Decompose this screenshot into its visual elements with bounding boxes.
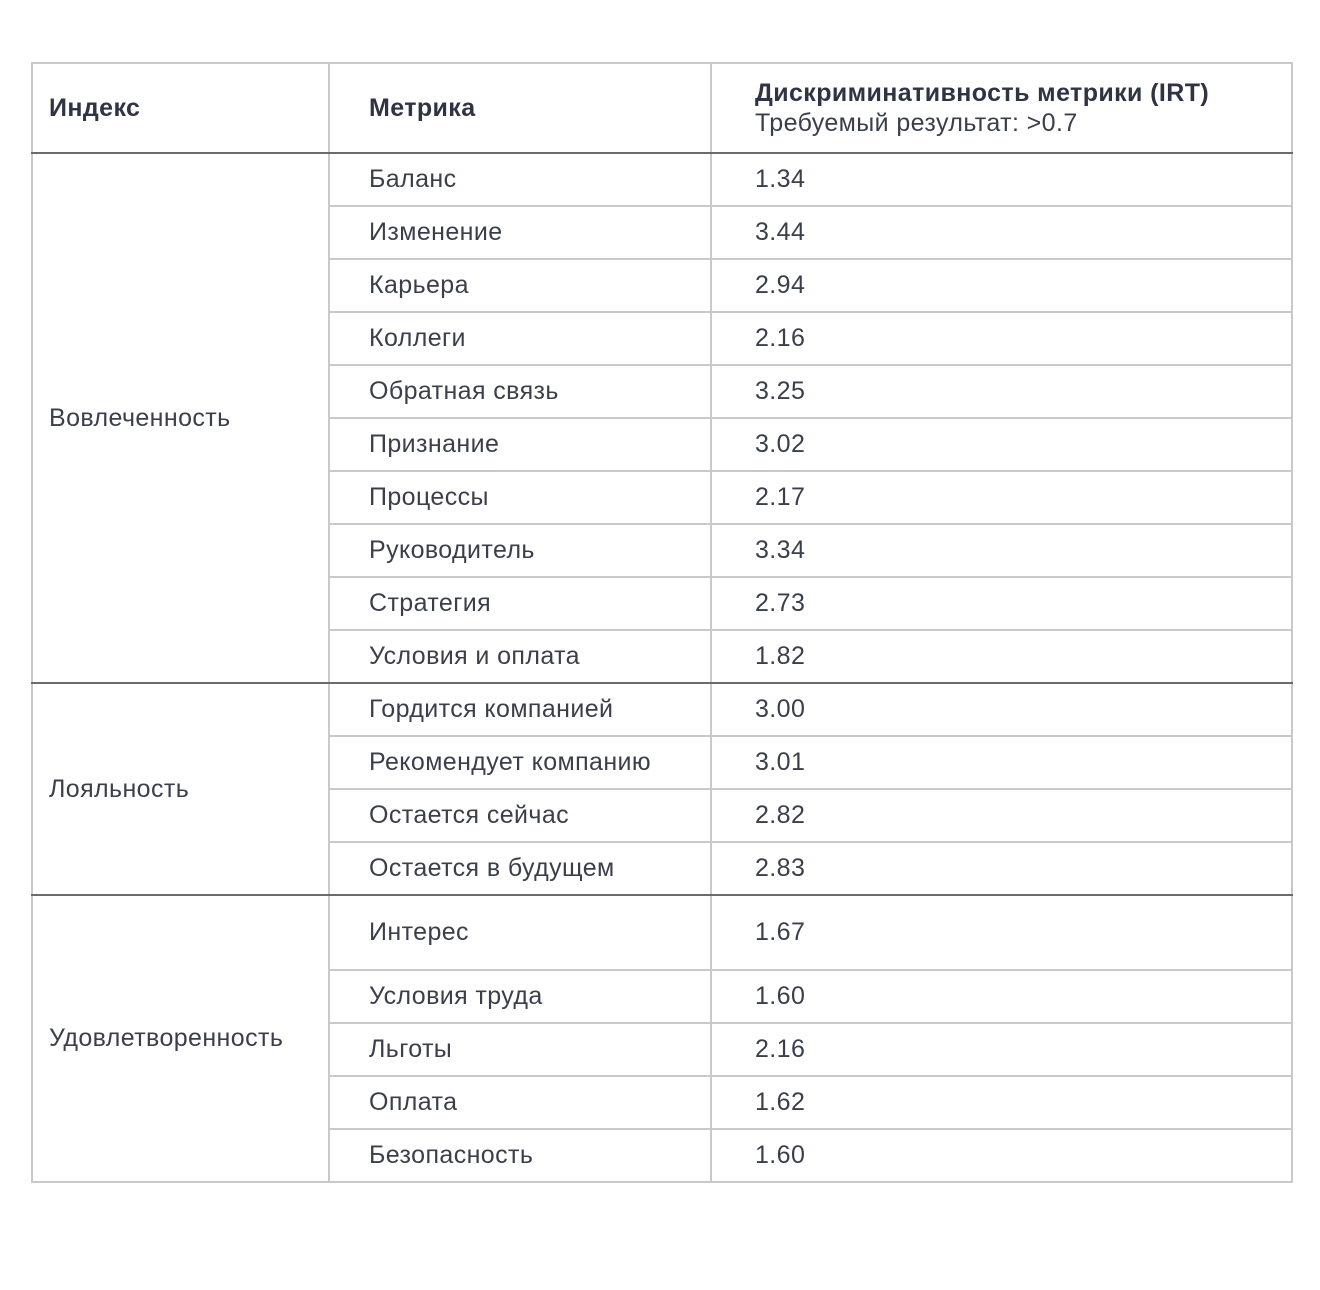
value-cell: 3.34 [711,524,1292,577]
header-value-subtitle: Требуемый результат: >0.7 [755,109,1078,137]
value-cell: 1.60 [711,970,1292,1023]
metric-cell: Гордится компанией [329,683,711,736]
group-loyalty [32,683,1292,895]
value-cell: 2.73 [711,577,1292,630]
header-value [711,63,1292,153]
metric-cell: Льготы [329,1023,711,1076]
metric-cell: Баланс [329,153,711,206]
metric-cell: Стратегия [329,577,711,630]
metric-cell: Интерес [329,895,711,970]
metric-cell: Условия и оплата [329,630,711,683]
value-cell: 3.00 [711,683,1292,736]
value-cell: 1.34 [711,153,1292,206]
value-cell: 3.02 [711,418,1292,471]
value-cell: 2.83 [711,842,1292,895]
group-satisfaction [32,895,1292,1182]
metric-cell: Обратная связь [329,365,711,418]
metric-cell: Коллеги [329,312,711,365]
header-index: Индекс [32,63,329,153]
value-cell: 1.82 [711,630,1292,683]
index-cell: Лояльность [32,683,329,895]
value-cell: 1.60 [711,1129,1292,1182]
value-cell: 3.25 [711,365,1292,418]
value-cell: 3.44 [711,206,1292,259]
value-cell: 2.16 [711,1023,1292,1076]
index-cell: Удовлетворенность [32,895,329,1182]
metric-cell: Изменение [329,206,711,259]
value-cell: 2.94 [711,259,1292,312]
metrics-table [31,62,1293,1183]
header-value-title: Дискриминативность метрики (IRT) [755,79,1210,107]
table-header [32,63,1292,153]
value-cell: 2.82 [711,789,1292,842]
value-cell: 3.01 [711,736,1292,789]
metric-cell: Остается сейчас [329,789,711,842]
value-cell: 2.16 [711,312,1292,365]
metric-cell: Признание [329,418,711,471]
metric-cell: Руководитель [329,524,711,577]
metric-cell: Безопасность [329,1129,711,1182]
metric-cell: Условия труда [329,970,711,1023]
table-row [32,153,1292,206]
metric-cell: Оплата [329,1076,711,1129]
header-row [32,63,1292,153]
metric-cell: Карьера [329,259,711,312]
metric-cell: Остается в будущем [329,842,711,895]
metric-cell: Рекомендует компанию [329,736,711,789]
value-cell: 1.62 [711,1076,1292,1129]
table-row [32,683,1292,736]
value-cell: 2.17 [711,471,1292,524]
value-cell: 1.67 [711,895,1292,970]
metrics-table-container [31,62,1291,1183]
index-cell: Вовлеченность [32,153,329,683]
table-row [32,895,1292,970]
header-metric: Метрика [329,63,711,153]
group-engagement [32,153,1292,683]
metric-cell: Процессы [329,471,711,524]
